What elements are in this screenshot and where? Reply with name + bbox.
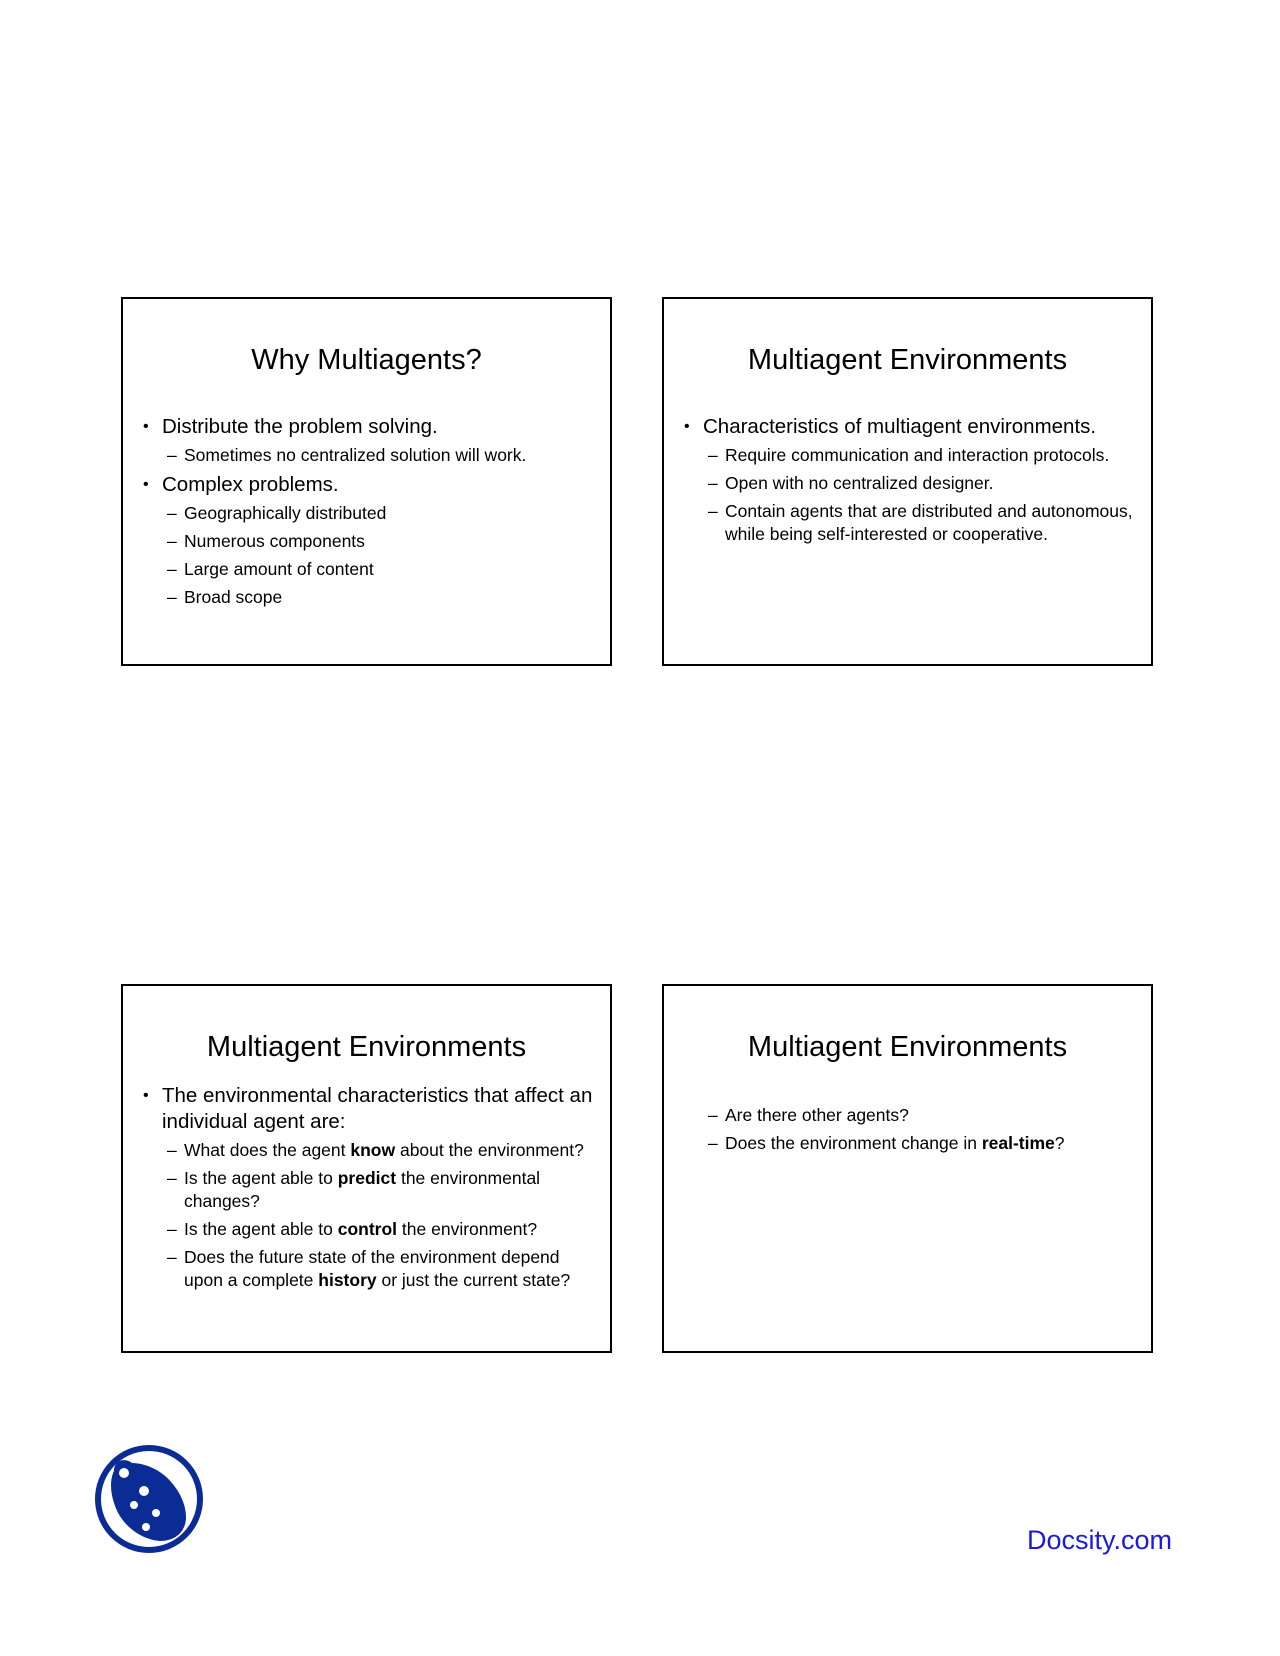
slide-multiagent-environments-3 bbox=[662, 984, 1153, 1353]
slide-content bbox=[684, 1104, 1139, 1160]
slide-content bbox=[684, 414, 1139, 551]
docsity-brand-text[interactable]: Docsity.com bbox=[1027, 1525, 1173, 1555]
bullet: • Characteristics of multiagent environments. bbox=[684, 414, 1139, 440]
slide-title: Why Multiagents? bbox=[251, 344, 482, 376]
slide-title: Multiagent Environments bbox=[747, 344, 1068, 376]
sub-bullet: – Is the agent able to predict the environmental changes? bbox=[167, 1168, 541, 1211]
sub-bullet: – Open with no centralized designer. bbox=[708, 473, 994, 493]
sub-bullet: – Large amount of content bbox=[167, 559, 374, 579]
sub-bullet: – Contain agents that are distributed and autonomous, while being self-interested or cooperative. bbox=[708, 501, 1133, 544]
slide-multiagent-environments-1 bbox=[662, 297, 1153, 666]
sub-bullet: – Broad scope bbox=[167, 587, 283, 607]
sub-bullet: – Does the environment change in real-time? bbox=[708, 1133, 1065, 1153]
slide-title: Multiagent Environments bbox=[747, 1031, 1068, 1063]
bullet: • Complex problems. bbox=[143, 472, 598, 498]
sub-bullet: – Require communication and interaction protocols. bbox=[708, 445, 1110, 465]
slide-title: Multiagent Environments bbox=[206, 1031, 527, 1063]
sub-bullet: – Are there other agents? bbox=[708, 1105, 909, 1125]
slide-content bbox=[143, 414, 598, 614]
slide-content bbox=[143, 1083, 598, 1297]
sub-bullet: – Does the future state of the environment depend upon a complete history or just the current state? bbox=[167, 1247, 571, 1290]
slide-multiagent-environments-2 bbox=[121, 984, 612, 1353]
bullet: • The environmental characteristics that affect an individual agent are: bbox=[143, 1083, 598, 1135]
sub-bullet: – Numerous components bbox=[167, 531, 365, 551]
sub-bullet: – Geographically distributed bbox=[167, 503, 387, 523]
slide-why-multiagents bbox=[121, 297, 612, 666]
sub-bullet: – Sometimes no centralized solution will work. bbox=[167, 445, 527, 465]
bullet: • Distribute the problem solving. bbox=[143, 414, 598, 440]
sub-bullet: – What does the agent know about the environment? bbox=[167, 1140, 584, 1160]
docsity-logo-icon bbox=[94, 1443, 204, 1555]
sub-bullet: – Is the agent able to control the environment? bbox=[167, 1219, 538, 1239]
